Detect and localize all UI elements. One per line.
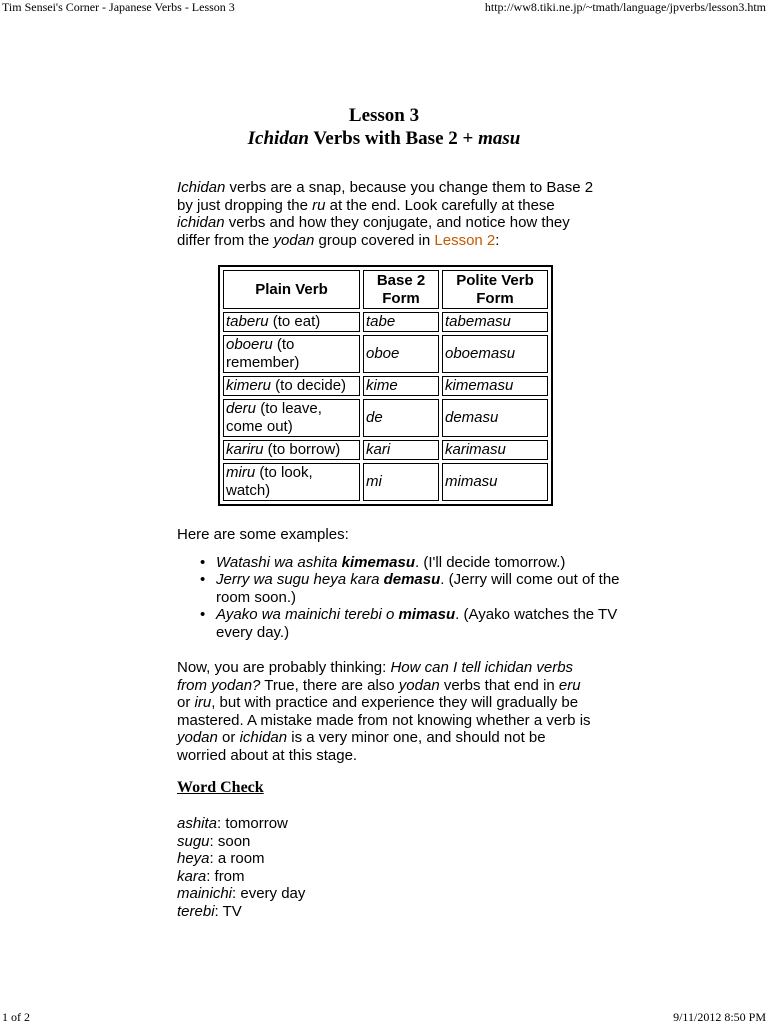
plain-verb-cell: miru (to look, watch) — [223, 463, 360, 501]
table-row — [223, 376, 548, 396]
base2-cell: tabe — [363, 312, 439, 332]
table-row — [223, 440, 548, 460]
plain-verb-cell: kariru (to borrow) — [223, 440, 360, 460]
polite-cell: mimasu — [442, 463, 548, 501]
table-row — [223, 463, 548, 501]
list-item: heya: a room — [177, 850, 265, 868]
table-row — [223, 399, 548, 437]
base2-cell: mi — [363, 463, 439, 501]
table-header-row — [223, 270, 548, 309]
page-url: http://ww8.tiki.ne.jp/~tmath/language/jpverbs/lesson3.htm — [484, 0, 766, 14]
table-row — [223, 335, 548, 373]
table-row — [223, 312, 548, 332]
base2-cell: kime — [363, 376, 439, 396]
list-item: terebi: TV — [177, 902, 242, 920]
header-polite-verb-form: Polite Verb Form — [442, 270, 548, 309]
base2-cell: oboe — [363, 335, 439, 373]
list-item: kara: from — [177, 867, 245, 885]
conjugation-table — [218, 265, 553, 506]
polite-cell: demasu — [442, 399, 548, 437]
examples-list — [177, 554, 636, 641]
plain-verb-cell: oboeru (to remember) — [223, 335, 360, 373]
list-item: • Watashi wa ashita kimemasu. (I'll decide tomorrow.) — [216, 554, 636, 571]
explanation-paragraph: Now, you are probably thinking: How can I tell ichidan verbs from yodan? True, there are also yodan verbs that end in eru or iru, but with practice and experience they will gradually be mastered. A mistake made from not knowing whether a verb is yodan or ichidan is a very minor one, and should not be worried about at this stage. — [177, 659, 591, 764]
header-base2-form: Base 2 Form — [363, 270, 439, 309]
plain-verb-cell: kimeru (to decide) — [223, 376, 360, 396]
examples-intro: Here are some examples: — [177, 526, 349, 543]
polite-cell: karimasu — [442, 440, 548, 460]
print-timestamp: 9/11/2012 8:50 PM — [673, 1010, 766, 1024]
list-item: ashita: tomorrow — [177, 815, 288, 832]
list-item: mainichi: every day — [177, 885, 306, 903]
plain-verb-cell: taberu (to eat) — [223, 312, 360, 332]
base2-cell: kari — [363, 440, 439, 460]
lesson-2-link[interactable]: Lesson 2 — [434, 231, 496, 249]
lesson-title: Lesson 3 — [348, 105, 420, 126]
polite-cell: kimemasu — [442, 376, 548, 396]
polite-cell: tabemasu — [442, 312, 548, 332]
header-plain-verb: Plain Verb — [223, 270, 360, 309]
lesson-subtitle: Ichidan Verbs with Base 2 + masu — [247, 128, 521, 149]
word-check-heading: Word Check — [177, 779, 264, 796]
polite-cell: oboemasu — [442, 335, 548, 373]
word-check-list — [177, 815, 597, 921]
list-item: sugu: soon — [177, 832, 251, 850]
base2-cell: de — [363, 399, 439, 437]
browser-page-title: Tim Sensei's Corner - Japanese Verbs - Lesson 3 — [2, 0, 235, 14]
list-item: • Jerry wa sugu heya kara demasu. (Jerry will come out of the room soon.) — [216, 571, 636, 606]
list-item: • Ayako wa mainichi terebi o mimasu. (Ayako watches the TV every day.) — [216, 606, 636, 641]
intro-paragraph: Ichidan verbs are a snap, because you change them to Base 2 by just dropping the ru at the end. Look carefully at these ichidan verbs and how they conjugate, and notice how they differ from the yodan group covered in Lesson 2: — [177, 179, 594, 249]
plain-verb-cell: deru (to leave, come out) — [223, 399, 360, 437]
page-count: 1 of 2 — [2, 1010, 30, 1024]
